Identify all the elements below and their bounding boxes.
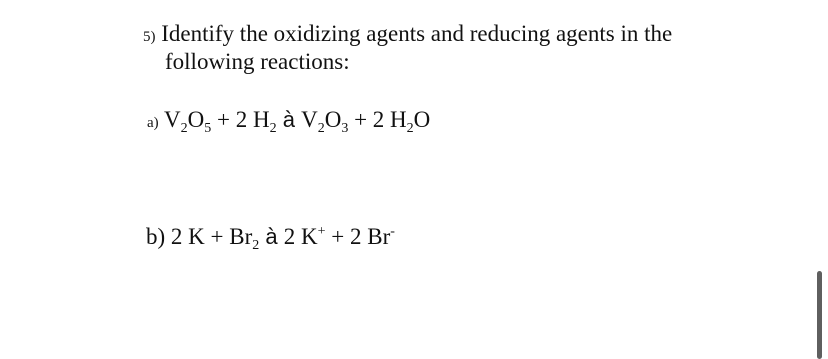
- reaction-b: [146, 223, 395, 251]
- reaction-a-label: a): [147, 115, 159, 131]
- reaction-a: [147, 106, 430, 137]
- reaction-b-arrow: à: [259, 224, 284, 249]
- vertical-scrollbar[interactable]: [817, 271, 822, 359]
- reaction-b-label: b): [146, 224, 166, 249]
- reaction-b-formula: 2 $K + Br_2$ à 2 K+ + 2 Br-: [165, 224, 395, 253]
- question-line-2: [165, 48, 350, 76]
- reaction-a-arrow: à: [276, 107, 302, 132]
- question-text-line-2: following reactions:: [165, 49, 350, 74]
- question-text-line-1: Identify the oxidizing agents and reducing agents in the: [161, 21, 673, 46]
- reaction-a-formula: $V_2O_5 + 2$ $H_2$ à $V_2O_3 + 2$ $H_2O$: [164, 107, 431, 136]
- question-number: 5): [143, 29, 156, 45]
- question-line-1: [143, 20, 672, 51]
